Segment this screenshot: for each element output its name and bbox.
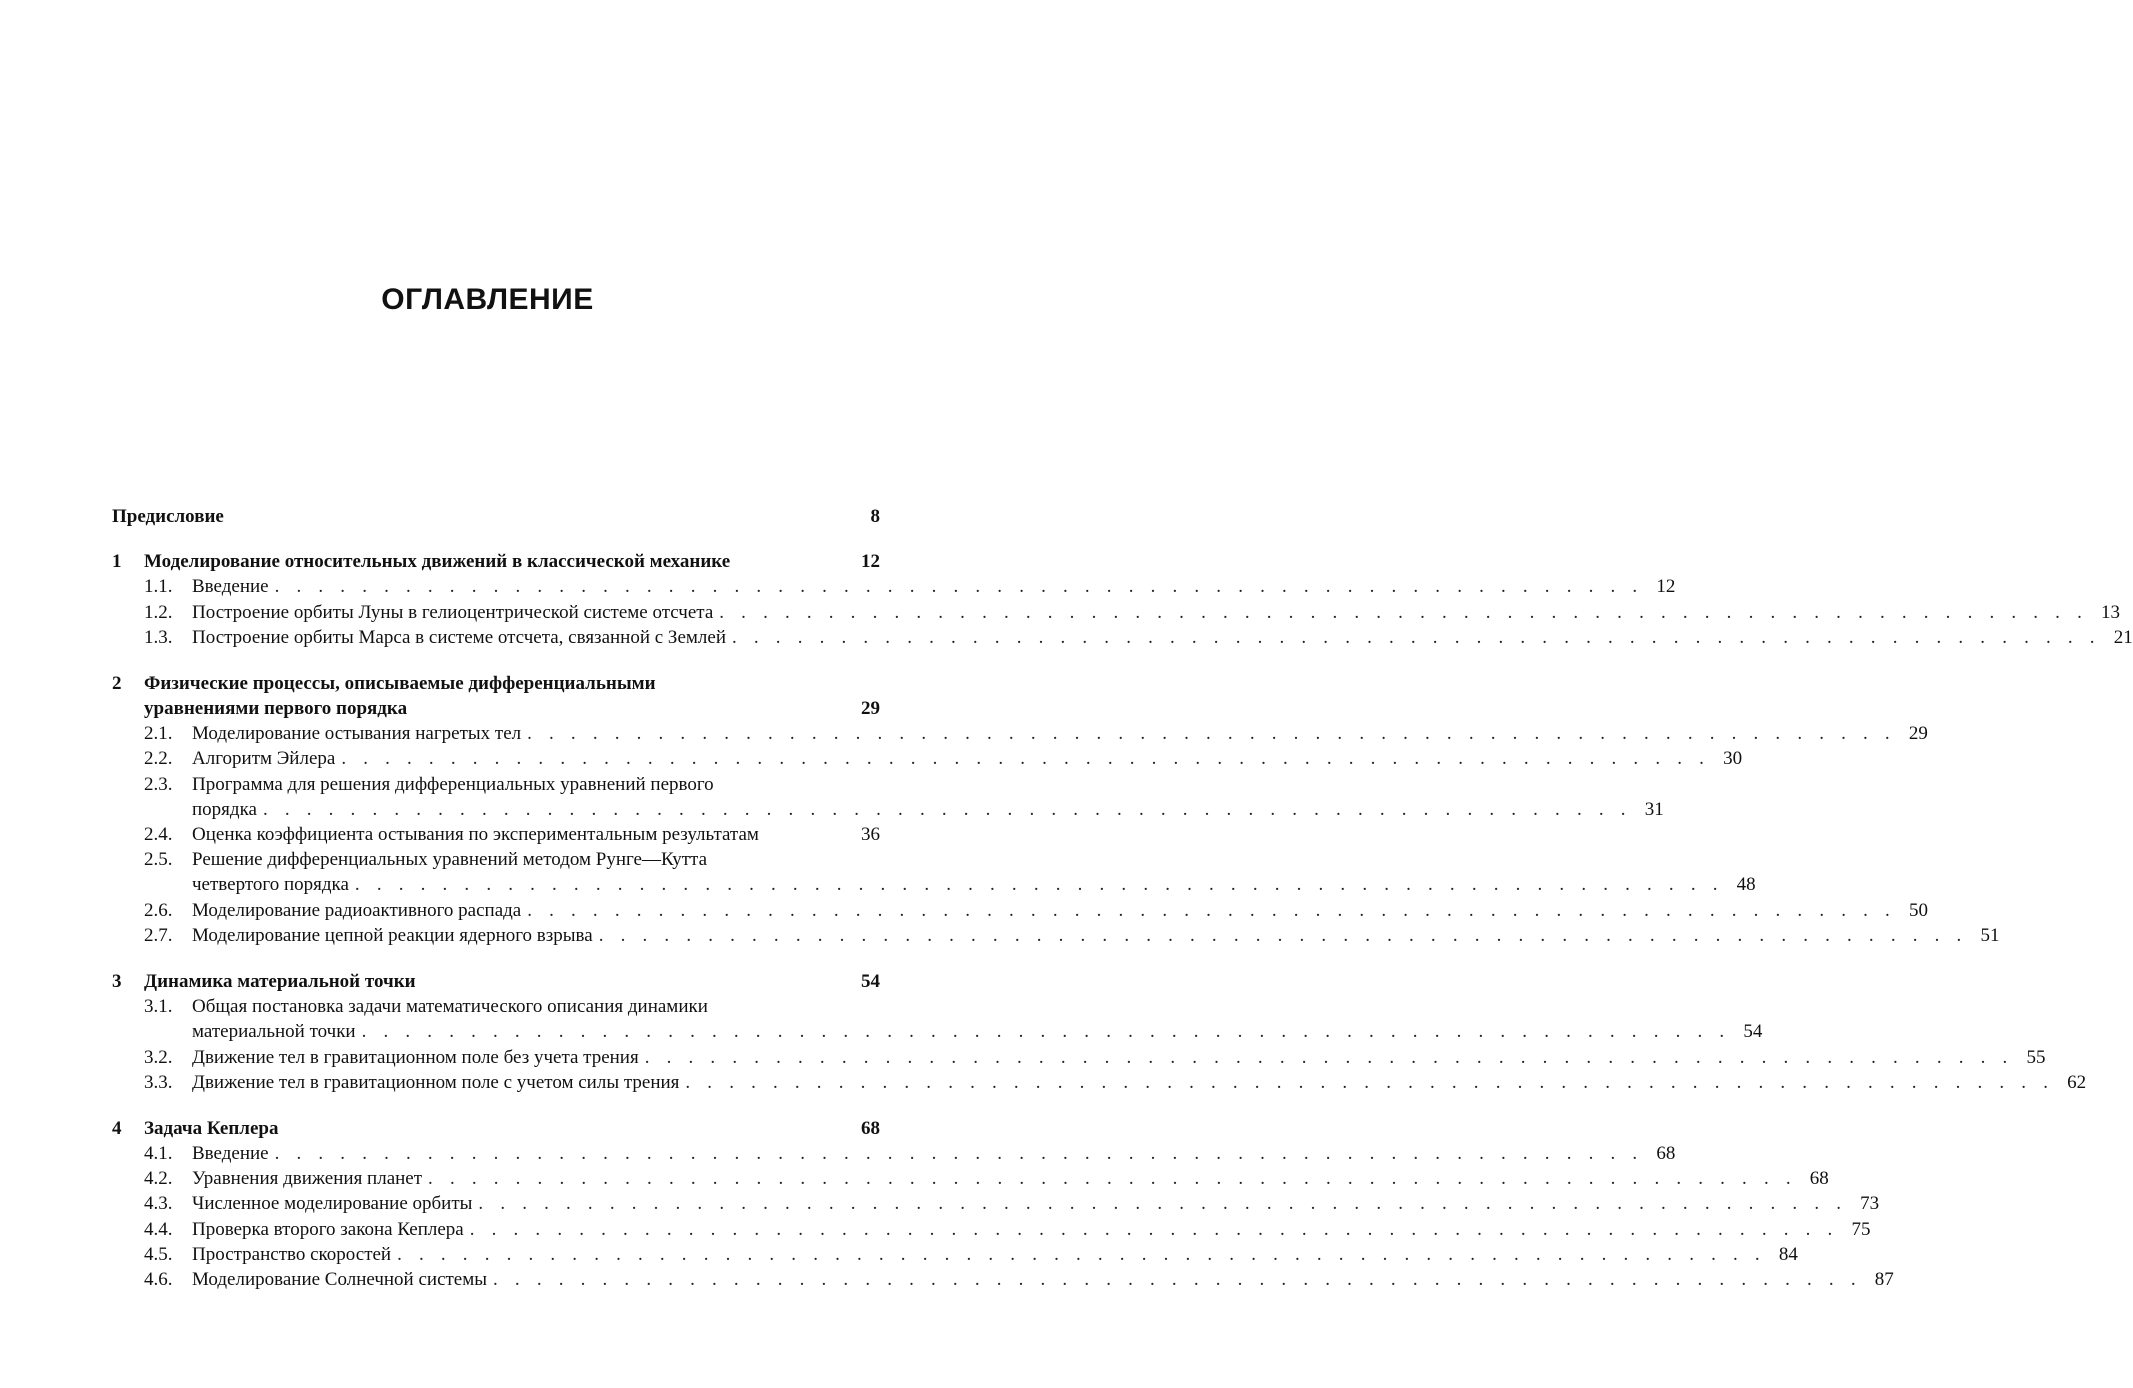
toc-chapter-2[interactable] — [112, 671, 880, 696]
toc-title: Моделирование Солнечной системы — [192, 1269, 488, 1291]
toc-page-number: 62 — [2067, 1071, 2087, 1093]
toc-leader: . . . . . . . . . . . . . . . . . . . . . . . . . . . . . . . . . . . . . . . . . . . . . . . . . . . . . . . . . . . . . . . — [274, 576, 1644, 598]
toc-title: Построение орбиты Луны в гелиоцентрической системе отсчета — [192, 601, 714, 623]
toc-section-number: 4.6. — [144, 1269, 173, 1291]
toc-title: Введение — [192, 1143, 269, 1165]
toc-page-number: 21 — [2113, 626, 2133, 648]
toc-page-number: 73 — [1860, 1193, 1880, 1215]
toc-page-number: 68 — [1809, 1168, 1829, 1190]
toc-section-4-2[interactable] — [112, 1166, 1829, 1191]
toc-section-2-4[interactable] — [112, 822, 880, 847]
toc-page-number: 50 — [1908, 899, 1928, 921]
toc-section-number: 3.3. — [144, 1071, 173, 1093]
toc-title: Задача Кеплера — [144, 1117, 279, 1139]
toc-section-4-4[interactable] — [112, 1217, 1871, 1242]
toc-section-number: 2.7. — [144, 924, 173, 946]
toc-section-number: 4.3. — [144, 1193, 173, 1215]
toc-section-number: 2.6. — [144, 899, 173, 921]
toc-page-number: 29 — [861, 698, 880, 720]
toc-title: четвертого порядка — [192, 874, 349, 896]
toc-page-number: 68 — [861, 1117, 880, 1139]
toc-page-number: 36 — [861, 824, 880, 846]
toc-section-4-3[interactable] — [112, 1192, 1880, 1217]
toc-leader: . . . . . . . . . . . . . . . . . . . . . . . . . . . . . . . . . . . . . . . . . . . . . . . . . . . . . . . . . . . . . . . — [354, 874, 1724, 896]
toc-title: Проверка второго закона Кеплера — [192, 1218, 464, 1240]
toc-page-number: 68 — [1656, 1143, 1676, 1165]
toc-title: Физические процессы, описываемые дифференциальными — [144, 672, 656, 694]
toc-section-2-5[interactable] — [112, 847, 880, 872]
toc-page-number: 87 — [1874, 1269, 1894, 1291]
toc-page-number: 8 — [870, 505, 880, 527]
toc-section-4-5[interactable] — [112, 1242, 1798, 1267]
toc-leader: . . . . . . . . . . . . . . . . . . . . . . . . . . . . . . . . . . . . . . . . . . . . . . . . . . . . . . . . . . . . . . . — [361, 1021, 1731, 1043]
toc-preface[interactable] — [112, 504, 880, 529]
toc-title: Пространство скоростей — [192, 1243, 392, 1265]
toc-title: Моделирование относительных движений в классической механике — [144, 551, 731, 573]
toc-title: Уравнения движения планет — [192, 1168, 423, 1190]
toc-section-4-6[interactable] — [112, 1267, 1894, 1292]
toc-title: Алгоритм Эйлера — [192, 748, 336, 770]
toc-title: Моделирование радиоактивного распада — [192, 899, 522, 921]
toc-section-3-3[interactable] — [112, 1070, 2087, 1095]
toc-leader: . . . . . . . . . . . . . . . . . . . . . . . . . . . . . . . . . . . . . . . . . . . . . . . . . . . . . . . . . . . . . . . — [262, 798, 1632, 820]
toc-section-number: 2.2. — [144, 748, 173, 770]
toc-section-number: 2.1. — [144, 723, 173, 745]
toc-section-2-2[interactable] — [112, 747, 1743, 772]
toc-title: Оценка коэффициента остывания по экспериментальным результатам — [192, 824, 759, 846]
toc-section-number: 4.5. — [144, 1243, 173, 1265]
toc-page-number: 12 — [861, 551, 880, 573]
toc-section-2-7[interactable] — [112, 923, 2000, 948]
toc-page-number: 30 — [1723, 748, 1743, 770]
toc-title: Введение — [192, 576, 269, 598]
toc-section-2-5-cont[interactable] — [112, 872, 1756, 897]
toc-page-number: 75 — [1851, 1218, 1871, 1240]
toc-title: Движение тел в гравитационном поле без учета трения — [192, 1046, 639, 1068]
toc-title: Предисловие — [112, 505, 224, 527]
toc-page-number: 55 — [2026, 1046, 2046, 1068]
toc-leader: . . . . . . . . . . . . . . . . . . . . . . . . . . . . . . . . . . . . . . . . . . . . . . . . . . . . . . . . . . . . . . . — [274, 1143, 1644, 1165]
toc-title: материальной точки — [192, 1021, 356, 1043]
toc-section-3-1[interactable] — [112, 994, 880, 1019]
toc-title: уравнениями первого порядка — [144, 698, 408, 720]
toc-leader: . . . . . . . . . . . . . . . . . . . . . . . . . . . . . . . . . . . . . . . . . . . . . . . . . . . . . . . . . . . . . . . — [719, 601, 2089, 623]
toc-leader: . . . . . . . . . . . . . . . . . . . . . . . . . . . . . . . . . . . . . . . . . . . . . . . . . . . . . . . . . . . . . . . — [341, 748, 1711, 770]
toc-section-number: 4.2. — [144, 1168, 173, 1190]
toc-title: Моделирование остывания нагретых тел — [192, 723, 522, 745]
toc-leader: . . . . . . . . . . . . . . . . . . . . . . . . . . . . . . . . . . . . . . . . . . . . . . . . . . . . . . . . . . . . . . . — [644, 1046, 2014, 1068]
toc-section-3-2[interactable] — [112, 1045, 2046, 1070]
toc-page-number: 54 — [1743, 1021, 1763, 1043]
toc-section-2-3-cont[interactable] — [112, 797, 1664, 822]
toc-section-1-1[interactable] — [112, 574, 1676, 599]
toc-section-4-1[interactable] — [112, 1141, 1676, 1166]
toc-chapter-number: 1 — [112, 551, 122, 573]
toc-section-number: 4.4. — [144, 1218, 173, 1240]
toc-chapter-number: 2 — [112, 672, 122, 694]
toc-section-number: 2.5. — [144, 849, 173, 871]
toc-leader: . . . . . . . . . . . . . . . . . . . . . . . . . . . . . . . . . . . . . . . . . . . . . . . . . . . . . . . . . . . . . . . — [493, 1269, 1862, 1291]
toc-section-number: 4.1. — [144, 1143, 173, 1165]
toc-page-number: 48 — [1736, 874, 1756, 896]
toc-section-1-2[interactable] — [112, 600, 2121, 625]
toc-leader: . . . . . . . . . . . . . . . . . . . . . . . . . . . . . . . . . . . . . . . . . . . . . . . . . . . . . . . . . . . . . . . — [527, 899, 1896, 921]
toc-title: Общая постановка задачи математического описания динамики — [192, 996, 708, 1018]
toc-section-number: 2.3. — [144, 773, 173, 795]
toc-leader: . . . . . . . . . . . . . . . . . . . . . . . . . . . . . . . . . . . . . . . . . . . . . . . . . . . . . . . . . . . . . . . — [685, 1071, 2055, 1093]
toc-title: Программа для решения дифференциальных уравнений первого — [192, 773, 714, 795]
toc-section-2-3[interactable] — [112, 772, 880, 797]
toc-section-2-1[interactable] — [112, 721, 1928, 746]
toc-leader: . . . . . . . . . . . . . . . . . . . . . . . . . . . . . . . . . . . . . . . . . . . . . . . . . . . . . . . . . . . . . . . — [428, 1168, 1797, 1190]
toc-leader: . . . . . . . . . . . . . . . . . . . . . . . . . . . . . . . . . . . . . . . . . . . . . . . . . . . . . . . . . . . . . . . — [598, 924, 1968, 946]
toc-section-3-1-cont[interactable] — [112, 1019, 1763, 1044]
toc-page-number: 51 — [1980, 924, 2000, 946]
toc-chapter-3[interactable] — [112, 969, 880, 994]
page-title: ОГЛАВЛЕНИЕ — [381, 283, 594, 316]
toc-title: порядка — [192, 798, 257, 820]
toc-page-number: 13 — [2101, 601, 2121, 623]
toc-section-1-3[interactable] — [112, 625, 2133, 650]
toc-section-number: 1.2. — [144, 601, 173, 623]
toc-section-number: 3.1. — [144, 996, 173, 1018]
toc-chapter-1[interactable] — [112, 549, 880, 574]
toc-page-number: 84 — [1778, 1243, 1798, 1265]
toc-leader: . . . . . . . . . . . . . . . . . . . . . . . . . . . . . . . . . . . . . . . . . . . . . . . . . . . . . . . . . . . . . . . — [469, 1218, 1839, 1240]
toc-page-number: 29 — [1908, 723, 1928, 745]
toc-section-number: 2.4. — [144, 824, 173, 846]
toc-section-number: 1.1. — [144, 576, 173, 598]
toc-chapter-4[interactable] — [112, 1116, 880, 1141]
toc-leader: . . . . . . . . . . . . . . . . . . . . . . . . . . . . . . . . . . . . . . . . . . . . . . . . . . . . . . . . . . . . . . . — [397, 1243, 1766, 1265]
toc-chapter-2-cont[interactable] — [112, 696, 880, 721]
toc-chapter-number: 3 — [112, 970, 122, 992]
toc-page-number: 31 — [1644, 798, 1664, 820]
toc-title: Численное моделирование орбиты — [192, 1193, 473, 1215]
table-of-contents — [112, 504, 2133, 1292]
toc-section-2-6[interactable] — [112, 898, 1928, 923]
toc-title: Динамика материальной точки — [144, 970, 416, 992]
toc-chapter-number: 4 — [112, 1117, 122, 1139]
toc-leader: . . . . . . . . . . . . . . . . . . . . . . . . . . . . . . . . . . . . . . . . . . . . . . . . . . . . . . . . . . . . . . . — [478, 1193, 1848, 1215]
toc-title: Движение тел в гравитационном поле с учетом силы трения — [192, 1071, 680, 1093]
toc-page-number: 12 — [1656, 576, 1676, 598]
toc-leader: . . . . . . . . . . . . . . . . . . . . . . . . . . . . . . . . . . . . . . . . . . . . . . . . . . . . . . . . . . . . . . . — [732, 626, 2101, 648]
toc-title: Моделирование цепной реакции ядерного взрыва — [192, 924, 593, 946]
toc-section-number: 1.3. — [144, 626, 173, 648]
toc-title: Решение дифференциальных уравнений методом Рунге—Кутта — [192, 849, 708, 871]
toc-page-number: 54 — [861, 970, 880, 992]
toc-title: Построение орбиты Марса в системе отсчета, связанной с Землей — [192, 626, 726, 648]
toc-section-number: 3.2. — [144, 1046, 173, 1068]
toc-leader: . . . . . . . . . . . . . . . . . . . . . . . . . . . . . . . . . . . . . . . . . . . . . . . . . . . . . . . . . . . . . . . — [527, 723, 1896, 745]
